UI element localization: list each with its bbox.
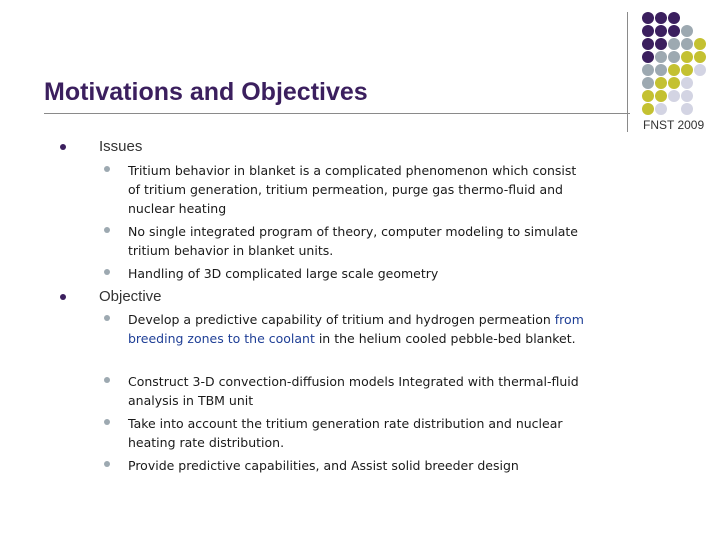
bullet-icon [104, 269, 110, 275]
grid-dot [681, 51, 693, 63]
grid-dot [642, 25, 654, 37]
bullet-icon [104, 166, 110, 172]
grid-dot [655, 12, 667, 24]
grid-dot [694, 64, 706, 76]
bullet-icon [104, 377, 110, 383]
conference-label: FNST 2009 [643, 118, 705, 132]
grid-dot [681, 38, 693, 50]
bullet-icon [104, 419, 110, 425]
list-item-text: No single integrated program of theory, computer modeling to simulate tritium behavior in blanket units. [128, 224, 578, 258]
list-item-text-start: Develop a predictive capability of tritium and hydrogen permeation [128, 312, 555, 327]
title-underline [44, 113, 630, 114]
list-item-text: Tritium behavior in blanket is a complicated phenomenon which consist of tritium generation, tritium permeation, purge gas thermo-fluid and nuclear heating [128, 163, 577, 216]
grid-dot [642, 64, 654, 76]
slide-title: Motivations and Objectives [44, 78, 368, 106]
bullet-icon [104, 227, 110, 233]
grid-dot [655, 103, 667, 115]
grid-dot [655, 38, 667, 50]
grid-dot [681, 90, 693, 102]
list-item-text: Construct 3-D convection-diffusion models Integrated with thermal-fluid analysis in TBM unit [128, 374, 579, 408]
bullet-icon [104, 315, 110, 321]
grid-dot [668, 25, 680, 37]
grid-dot [681, 77, 693, 89]
grid-dot [668, 64, 680, 76]
grid-dot [642, 77, 654, 89]
grid-dot [694, 51, 706, 63]
grid-dot [694, 38, 706, 50]
grid-dot [655, 51, 667, 63]
list-item-text: Take into account the tritium generation rate distribution and nuclear heating rate distribution. [128, 416, 563, 450]
highlighted-phrase: from breeding zones to the coolant [128, 312, 584, 346]
grid-dot [655, 25, 667, 37]
grid-dot [668, 77, 680, 89]
grid-dot [668, 51, 680, 63]
list-item-text-end: in the helium cooled pebble-bed blanket. [314, 331, 576, 346]
grid-dot [668, 38, 680, 50]
grid-dot [642, 38, 654, 50]
list-item-text: Handling of 3D complicated large scale geometry [128, 266, 439, 281]
grid-dot [655, 64, 667, 76]
grid-dot [642, 103, 654, 115]
grid-dot [642, 51, 654, 63]
grid-dot [655, 90, 667, 102]
grid-dot [668, 90, 680, 102]
grid-dot [681, 64, 693, 76]
grid-dot [642, 12, 654, 24]
grid-dot [642, 90, 654, 102]
bullet-icon [60, 294, 66, 300]
vertical-rule [627, 12, 628, 132]
grid-dot [668, 12, 680, 24]
list-item-text: Provide predictive capabilities, and Assist solid breeder design [128, 458, 519, 473]
section-heading-label: Objective [99, 288, 162, 305]
list-item-text [128, 310, 588, 348]
bullet-icon [104, 461, 110, 467]
grid-dot [681, 103, 693, 115]
section-heading-label: Issues [99, 138, 143, 155]
grid-dot [655, 77, 667, 89]
grid-dot [681, 25, 693, 37]
bullet-icon [60, 144, 66, 150]
